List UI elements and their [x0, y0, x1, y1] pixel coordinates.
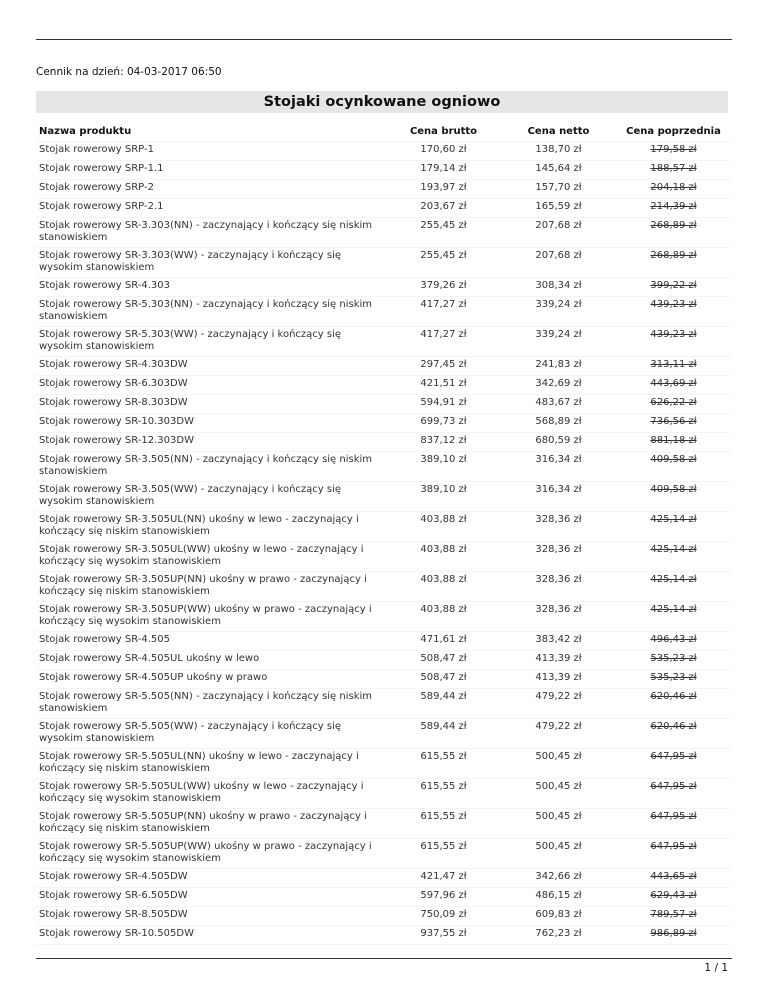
table-row — [36, 888, 731, 907]
product-name-cell: Stojak rowerowy SR-3.505UL(NN) ukośny w lewo - zaczynający i kończący się niskim stanowiskiem — [36, 512, 386, 542]
table-row — [36, 670, 731, 689]
table-row — [36, 602, 731, 632]
strikethrough-price: 409,58 zł — [650, 454, 697, 465]
strikethrough-price: 629,43 zł — [650, 890, 697, 901]
previous-price-cell — [616, 199, 731, 218]
gross-price-cell: 403,88 zł — [386, 572, 501, 602]
strikethrough-price: 214,39 zł — [650, 201, 697, 212]
net-price-cell: 145,64 zł — [501, 161, 616, 180]
net-price-cell: 328,36 zł — [501, 602, 616, 632]
previous-price-cell — [616, 651, 731, 670]
net-price-cell: 165,59 zł — [501, 199, 616, 218]
product-name-cell: Stojak rowerowy SR-5.505(NN) - zaczynający i kończący się niskim stanowiskiem — [36, 689, 386, 719]
previous-price-cell — [616, 670, 731, 689]
product-name-cell: Stojak rowerowy SRP-1.1 — [36, 161, 386, 180]
strikethrough-price: 789,57 zł — [650, 909, 697, 920]
product-name-cell: Stojak rowerowy SR-8.505DW — [36, 907, 386, 926]
product-name-cell: Stojak rowerowy SR-4.303DW — [36, 357, 386, 376]
net-price-cell: 207,68 zł — [501, 248, 616, 278]
net-price-cell: 500,45 zł — [501, 779, 616, 809]
product-name-cell: Stojak rowerowy SR-5.505UP(NN) ukośny w prawo - zaczynający i kończący się niskim stanowiskiem — [36, 809, 386, 839]
table-row — [36, 689, 731, 719]
strikethrough-price: 439,23 zł — [650, 299, 697, 310]
gross-price-cell: 615,55 zł — [386, 809, 501, 839]
previous-price-cell — [616, 809, 731, 839]
strikethrough-price: 647,95 zł — [650, 811, 697, 822]
gross-price-cell: 597,96 zł — [386, 888, 501, 907]
table-row — [36, 376, 731, 395]
net-price-cell: 316,34 zł — [501, 482, 616, 512]
net-price-cell: 383,42 zł — [501, 632, 616, 651]
product-name-cell: Stojak rowerowy SR-3.303(WW) - zaczynający i kończący się wysokim stanowiskiem — [36, 248, 386, 278]
gross-price-cell: 589,44 zł — [386, 719, 501, 749]
strikethrough-price: 409,58 zł — [650, 484, 697, 495]
net-price-cell: 308,34 zł — [501, 278, 616, 297]
previous-price-cell — [616, 142, 731, 161]
product-name-cell: Stojak rowerowy SR-3.505(WW) - zaczynający i kończący się wysokim stanowiskiem — [36, 482, 386, 512]
top-divider — [36, 39, 732, 40]
strikethrough-price: 620,46 zł — [650, 691, 697, 702]
gross-price-cell: 389,10 zł — [386, 482, 501, 512]
previous-price-cell — [616, 218, 731, 248]
previous-price-cell — [616, 542, 731, 572]
net-price-cell: 413,39 zł — [501, 651, 616, 670]
gross-price-cell: 589,44 zł — [386, 689, 501, 719]
gross-price-cell: 615,55 zł — [386, 779, 501, 809]
previous-price-cell — [616, 376, 731, 395]
net-price-cell: 762,23 zł — [501, 926, 616, 945]
product-name-cell: Stojak rowerowy SR-5.505UL(NN) ukośny w lewo - zaczynający i kończący się niskim stanowiskiem — [36, 749, 386, 779]
product-name-cell: Stojak rowerowy SR-10.505DW — [36, 926, 386, 945]
previous-price-cell — [616, 779, 731, 809]
table-header-row — [36, 122, 731, 142]
net-price-cell: 500,45 zł — [501, 839, 616, 869]
product-name-cell: Stojak rowerowy SRP-2 — [36, 180, 386, 199]
strikethrough-price: 268,89 zł — [650, 220, 697, 231]
gross-price-cell: 389,10 zł — [386, 452, 501, 482]
previous-price-cell — [616, 452, 731, 482]
product-name-cell: Stojak rowerowy SR-3.505UP(WW) ukośny w prawo - zaczynający i kończący się wysokim stanowiskiem — [36, 602, 386, 632]
gross-price-cell: 255,45 zł — [386, 248, 501, 278]
gross-price-cell: 594,91 zł — [386, 395, 501, 414]
table-row — [36, 278, 731, 297]
gross-price-cell: 421,47 zł — [386, 869, 501, 888]
product-name-cell: Stojak rowerowy SR-6.303DW — [36, 376, 386, 395]
section-title: Stojaki ocynkowane ogniowo — [36, 91, 728, 113]
gross-price-cell: 699,73 zł — [386, 414, 501, 433]
previous-price-cell — [616, 869, 731, 888]
gross-price-cell: 193,97 zł — [386, 180, 501, 199]
table-row — [36, 907, 731, 926]
table-row — [36, 926, 731, 945]
table-row — [36, 297, 731, 327]
table-row — [36, 218, 731, 248]
table-row — [36, 327, 731, 357]
product-name-cell: Stojak rowerowy SR-4.505 — [36, 632, 386, 651]
gross-price-cell: 170,60 zł — [386, 142, 501, 161]
table-row — [36, 809, 731, 839]
net-price-cell: 500,45 zł — [501, 749, 616, 779]
gross-price-cell: 937,55 zł — [386, 926, 501, 945]
net-price-cell: 609,83 zł — [501, 907, 616, 926]
product-name-cell: Stojak rowerowy SR-5.505UP(WW) ukośny w prawo - zaczynający i kończący się wysokim stanowiskiem — [36, 839, 386, 869]
previous-price-cell — [616, 297, 731, 327]
strikethrough-price: 425,14 zł — [650, 514, 697, 525]
table-row — [36, 395, 731, 414]
table-row — [36, 512, 731, 542]
table-row — [36, 433, 731, 452]
net-price-cell: 207,68 zł — [501, 218, 616, 248]
strikethrough-price: 535,23 zł — [650, 653, 697, 664]
strikethrough-price: 188,57 zł — [650, 163, 697, 174]
table-row — [36, 142, 731, 161]
table-row — [36, 452, 731, 482]
gross-price-cell: 508,47 zł — [386, 651, 501, 670]
previous-price-cell — [616, 926, 731, 945]
previous-price-cell — [616, 482, 731, 512]
previous-price-cell — [616, 839, 731, 869]
previous-price-cell — [616, 414, 731, 433]
table-row — [36, 719, 731, 749]
column-header-net: Cena netto — [501, 122, 616, 142]
strikethrough-price: 647,95 zł — [650, 841, 697, 852]
strikethrough-price: 496,43 zł — [650, 634, 697, 645]
product-name-cell: Stojak rowerowy SR-10.303DW — [36, 414, 386, 433]
product-name-cell: Stojak rowerowy SR-4.303 — [36, 278, 386, 297]
previous-price-cell — [616, 632, 731, 651]
product-name-cell: Stojak rowerowy SR-5.505(WW) - zaczynający i kończący się wysokim stanowiskiem — [36, 719, 386, 749]
table-row — [36, 869, 731, 888]
strikethrough-price: 647,95 zł — [650, 751, 697, 762]
gross-price-cell: 255,45 zł — [386, 218, 501, 248]
strikethrough-price: 268,89 zł — [650, 250, 697, 261]
price-list-date: Cennik na dzień: 04-03-2017 06:50 — [36, 66, 222, 78]
gross-price-cell: 203,67 zł — [386, 199, 501, 218]
gross-price-cell: 421,51 zł — [386, 376, 501, 395]
previous-price-cell — [616, 433, 731, 452]
bottom-divider — [36, 958, 732, 959]
product-name-cell: Stojak rowerowy SR-6.505DW — [36, 888, 386, 907]
net-price-cell: 328,36 zł — [501, 572, 616, 602]
strikethrough-price: 439,23 zł — [650, 329, 697, 340]
product-name-cell: Stojak rowerowy SRP-1 — [36, 142, 386, 161]
page-number: 1 / 1 — [704, 962, 728, 974]
strikethrough-price: 626,22 zł — [650, 397, 697, 408]
net-price-cell: 680,59 zł — [501, 433, 616, 452]
product-name-cell: Stojak rowerowy SR-4.505DW — [36, 869, 386, 888]
gross-price-cell: 837,12 zł — [386, 433, 501, 452]
product-name-cell: Stojak rowerowy SR-3.505UP(NN) ukośny w prawo - zaczynający i kończący się niskim stanowiskiem — [36, 572, 386, 602]
table-row — [36, 248, 731, 278]
net-price-cell: 500,45 zł — [501, 809, 616, 839]
net-price-cell: 413,39 zł — [501, 670, 616, 689]
previous-price-cell — [616, 749, 731, 779]
gross-price-cell: 379,26 zł — [386, 278, 501, 297]
table-row — [36, 199, 731, 218]
table-row — [36, 651, 731, 670]
net-price-cell: 568,89 zł — [501, 414, 616, 433]
strikethrough-price: 647,95 zł — [650, 781, 697, 792]
strikethrough-price: 204,18 zł — [650, 182, 697, 193]
net-price-cell: 328,36 zł — [501, 542, 616, 572]
gross-price-cell: 297,45 zł — [386, 357, 501, 376]
table-row — [36, 839, 731, 869]
table-row — [36, 161, 731, 180]
gross-price-cell: 179,14 zł — [386, 161, 501, 180]
gross-price-cell: 403,88 zł — [386, 512, 501, 542]
gross-price-cell: 508,47 zł — [386, 670, 501, 689]
net-price-cell: 342,66 zł — [501, 869, 616, 888]
table-row — [36, 749, 731, 779]
previous-price-cell — [616, 907, 731, 926]
table-row — [36, 542, 731, 572]
product-name-cell: Stojak rowerowy SRP-2.1 — [36, 199, 386, 218]
column-header-previous: Cena poprzednia — [616, 122, 731, 142]
previous-price-cell — [616, 357, 731, 376]
net-price-cell: 316,34 zł — [501, 452, 616, 482]
previous-price-cell — [616, 689, 731, 719]
previous-price-cell — [616, 888, 731, 907]
previous-price-cell — [616, 278, 731, 297]
product-name-cell: Stojak rowerowy SR-3.303(NN) - zaczynający i kończący się niskim stanowiskiem — [36, 218, 386, 248]
table-row — [36, 779, 731, 809]
net-price-cell: 241,83 zł — [501, 357, 616, 376]
strikethrough-price: 620,46 zł — [650, 721, 697, 732]
gross-price-cell: 403,88 zł — [386, 542, 501, 572]
net-price-cell: 486,15 zł — [501, 888, 616, 907]
strikethrough-price: 399,22 zł — [650, 280, 697, 291]
product-name-cell: Stojak rowerowy SR-5.505UL(WW) ukośny w lewo - zaczynający i kończący się wysokim stanowiskiem — [36, 779, 386, 809]
gross-price-cell: 417,27 zł — [386, 297, 501, 327]
strikethrough-price: 443,69 zł — [650, 378, 697, 389]
previous-price-cell — [616, 161, 731, 180]
product-name-cell: Stojak rowerowy SR-5.303(NN) - zaczynający i kończący się niskim stanowiskiem — [36, 297, 386, 327]
strikethrough-price: 986,89 zł — [650, 928, 697, 939]
product-name-cell: Stojak rowerowy SR-4.505UP ukośny w prawo — [36, 670, 386, 689]
strikethrough-price: 736,56 zł — [650, 416, 697, 427]
previous-price-cell — [616, 602, 731, 632]
net-price-cell: 138,70 zł — [501, 142, 616, 161]
gross-price-cell: 417,27 zł — [386, 327, 501, 357]
net-price-cell: 483,67 zł — [501, 395, 616, 414]
column-header-name: Nazwa produktu — [36, 122, 386, 142]
previous-price-cell — [616, 180, 731, 199]
strikethrough-price: 881,18 zł — [650, 435, 697, 446]
previous-price-cell — [616, 572, 731, 602]
strikethrough-price: 425,14 zł — [650, 574, 697, 585]
gross-price-cell: 403,88 zł — [386, 602, 501, 632]
table-row — [36, 357, 731, 376]
strikethrough-price: 535,23 zł — [650, 672, 697, 683]
previous-price-cell — [616, 248, 731, 278]
table-row — [36, 632, 731, 651]
net-price-cell: 479,22 zł — [501, 719, 616, 749]
product-name-cell: Stojak rowerowy SR-5.303(WW) - zaczynający i kończący się wysokim stanowiskiem — [36, 327, 386, 357]
product-name-cell: Stojak rowerowy SR-4.505UL ukośny w lewo — [36, 651, 386, 670]
product-name-cell: Stojak rowerowy SR-12.303DW — [36, 433, 386, 452]
column-header-gross: Cena brutto — [386, 122, 501, 142]
previous-price-cell — [616, 512, 731, 542]
product-name-cell: Stojak rowerowy SR-3.505(NN) - zaczynający i kończący się niskim stanowiskiem — [36, 452, 386, 482]
table-row — [36, 180, 731, 199]
net-price-cell: 342,69 zł — [501, 376, 616, 395]
gross-price-cell: 615,55 zł — [386, 749, 501, 779]
table-row — [36, 414, 731, 433]
net-price-cell: 328,36 zł — [501, 512, 616, 542]
net-price-cell: 157,70 zł — [501, 180, 616, 199]
table-row — [36, 572, 731, 602]
table-row — [36, 482, 731, 512]
strikethrough-price: 425,14 zł — [650, 544, 697, 555]
previous-price-cell — [616, 719, 731, 749]
product-name-cell: Stojak rowerowy SR-3.505UL(WW) ukośny w lewo - zaczynający i kończący się wysokim stanowiskiem — [36, 542, 386, 572]
strikethrough-price: 179,58 zł — [650, 144, 697, 155]
strikethrough-price: 313,11 zł — [650, 359, 697, 370]
gross-price-cell: 471,61 zł — [386, 632, 501, 651]
strikethrough-price: 443,65 zł — [650, 871, 697, 882]
net-price-cell: 339,24 zł — [501, 297, 616, 327]
previous-price-cell — [616, 395, 731, 414]
product-name-cell: Stojak rowerowy SR-8.303DW — [36, 395, 386, 414]
gross-price-cell: 615,55 zł — [386, 839, 501, 869]
strikethrough-price: 425,14 zł — [650, 604, 697, 615]
net-price-cell: 479,22 zł — [501, 689, 616, 719]
price-table — [36, 122, 731, 945]
previous-price-cell — [616, 327, 731, 357]
net-price-cell: 339,24 zł — [501, 327, 616, 357]
gross-price-cell: 750,09 zł — [386, 907, 501, 926]
